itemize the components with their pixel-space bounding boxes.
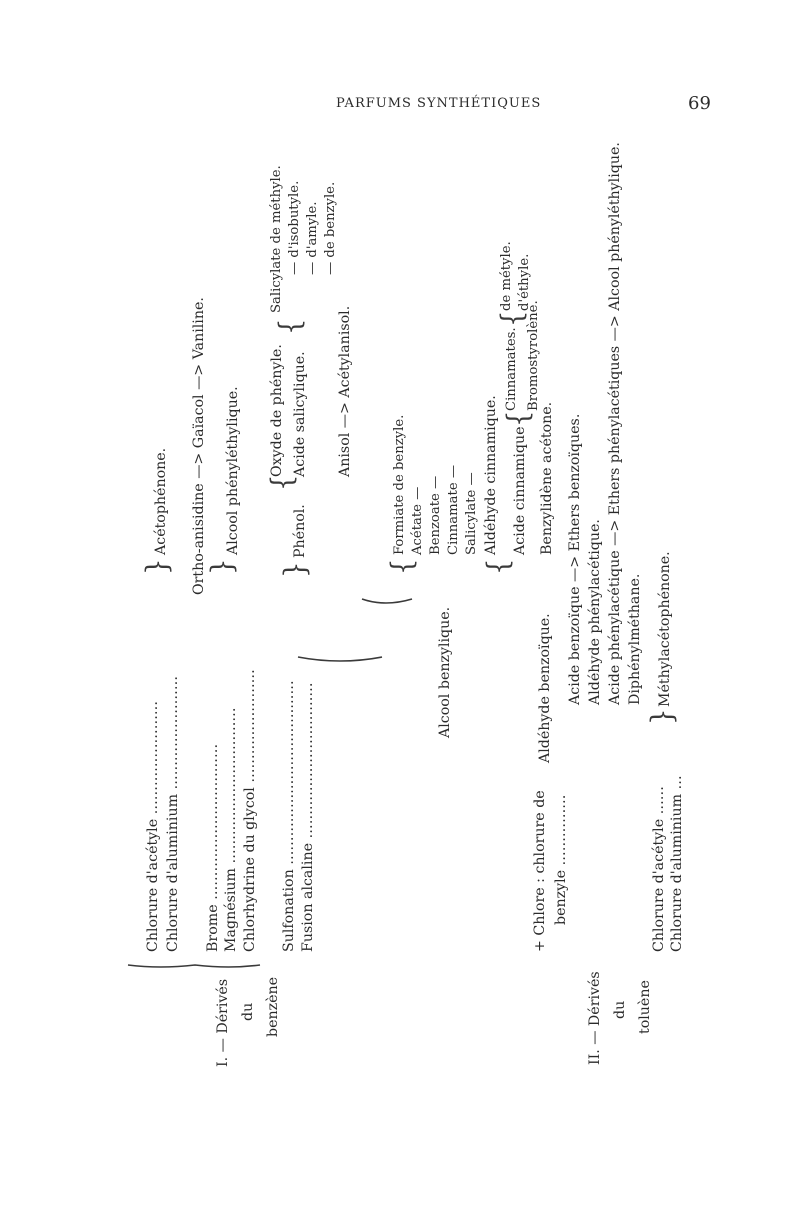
sec2-label-du: du	[612, 1000, 628, 1019]
sec2-aldehyde-phenylacetique: Aldéhyde phénylacétique.	[587, 519, 603, 705]
sec2-benzyle: benzyle ……………	[553, 794, 569, 925]
brace-salicylates: {	[274, 318, 308, 335]
brace-chlore	[298, 657, 382, 661]
running-title: PARFUMS SYNTHÉTIQUES	[336, 96, 542, 111]
sec1-anisol: Anisol —> Acétylanisol.	[337, 305, 353, 477]
sec1-label-du: du	[240, 1002, 256, 1021]
sec2-chlore: + Chlore : chlorure de	[532, 790, 548, 952]
sec2-acide-phenylacetique: Acide phénylacétique —> Ethers phénylacétiques —> Alcool phényléthylique.	[607, 142, 623, 705]
sec1-alcool-phenylethylique: Alcool phényléthylique.	[225, 386, 241, 555]
page-number: 69	[688, 93, 711, 114]
brace-alcool-pe: }	[206, 558, 240, 575]
sec1-label-benzene: benzène	[265, 976, 281, 1037]
sec1-salicylate-methyle: Salicylate de méthyle.	[269, 165, 284, 313]
sec1-acetophenone: Acétophénone.	[153, 447, 169, 555]
brace-cinnamate-esters: {	[496, 310, 530, 327]
sec1-isobutyle: — d'isobutyle.	[287, 180, 302, 275]
sec2-benzylidene: Benzylidène acétone.	[539, 401, 555, 555]
sec2-bromostyrolene: Bromostyrolène.	[526, 300, 541, 411]
sec1-oxyde: Oxyde de phényle.	[269, 344, 285, 477]
sec1-brome: Brome ……………………………	[205, 743, 221, 952]
sec1-fusion: Fusion alcaline ……………………………	[300, 682, 316, 952]
sec2-label-toluene: toluène	[637, 980, 653, 1034]
sec2-label: II. — Dérivés	[587, 971, 603, 1065]
page-header	[0, 93, 800, 120]
brace-cinnamates: {	[502, 410, 536, 427]
sec2-chlorure-acetyle: Chlorure d'acétyle ……	[651, 786, 667, 952]
sec2-cinnamates: Cinnamates.	[504, 327, 519, 411]
sec1-ortho: Ortho-anisidine —> Gaïacol —> Vaniline.	[191, 297, 207, 595]
sec1-label: I. — Dérivés	[215, 978, 231, 1067]
sec2-d-ethyle: d'éthyle.	[517, 253, 532, 311]
sec1-chlorure-aluminium: Chlorure d'aluminium ……………………	[165, 675, 181, 952]
sec1-acide-salicylique: Acide salicylique.	[292, 351, 308, 477]
sec1-chlorhydrine: Chlorhydrine du glycol ……………………	[242, 669, 258, 952]
sec2-acide-benzoique: Acide benzoïque —> Ethers benzoïques.	[567, 413, 583, 705]
sec2-diphenylmethane: Diphénylméthane.	[627, 573, 643, 705]
sec2-acide-cinnamique: Acide cinnamique	[512, 426, 528, 555]
brace-sec1-rows	[128, 965, 260, 967]
brace-phenol-products: {	[266, 474, 300, 491]
sec2-formiate: Formiate de benzyle.	[392, 414, 407, 555]
sec1-sulfonation: Sulfonation …………………………………	[281, 680, 297, 952]
brace-aldbenz	[362, 599, 412, 603]
sec1-chlorure-acetyle: Chlorure d'acétyle ……………………	[145, 700, 161, 952]
brace-esters: {	[386, 558, 420, 575]
sec1-amyle: — d'amyle.	[305, 201, 320, 275]
sec2-aldehyde-cinnamique: Aldéhyde cinnamique.	[483, 395, 499, 555]
brace-aldbenz-products: {	[482, 558, 516, 575]
sec2-cinnamate: Cinnamate —	[446, 464, 461, 555]
sec1-benzyle: — de benzyle.	[323, 181, 338, 275]
sec2-methylacetophenone: Méthylacétophénone.	[657, 551, 673, 707]
sec1-phenol: Phénol.	[292, 504, 308, 558]
brace-acetophenone: }	[141, 558, 175, 575]
sec2-acetate: Acétate —	[410, 486, 425, 555]
rotated-table	[120, 135, 685, 1095]
sec2-de-metyle: de métyle.	[499, 241, 514, 311]
sec2-salicylate: Salicylate —	[464, 472, 479, 555]
brace-phenol: }	[279, 561, 313, 578]
sec1-magnesium: Magnésium ……………………………	[223, 707, 239, 952]
sec2-alcool-benzylique: Alcool benzylique.	[437, 606, 453, 738]
sec2-aldehyde-benzoique: Aldéhyde benzoïque.	[537, 613, 553, 763]
brace-methyl: }	[646, 708, 680, 725]
sec2-chlorure-aluminium: Chlorure d'aluminium …	[669, 775, 685, 952]
sec2-benzoate: Benzoate —	[428, 475, 443, 555]
